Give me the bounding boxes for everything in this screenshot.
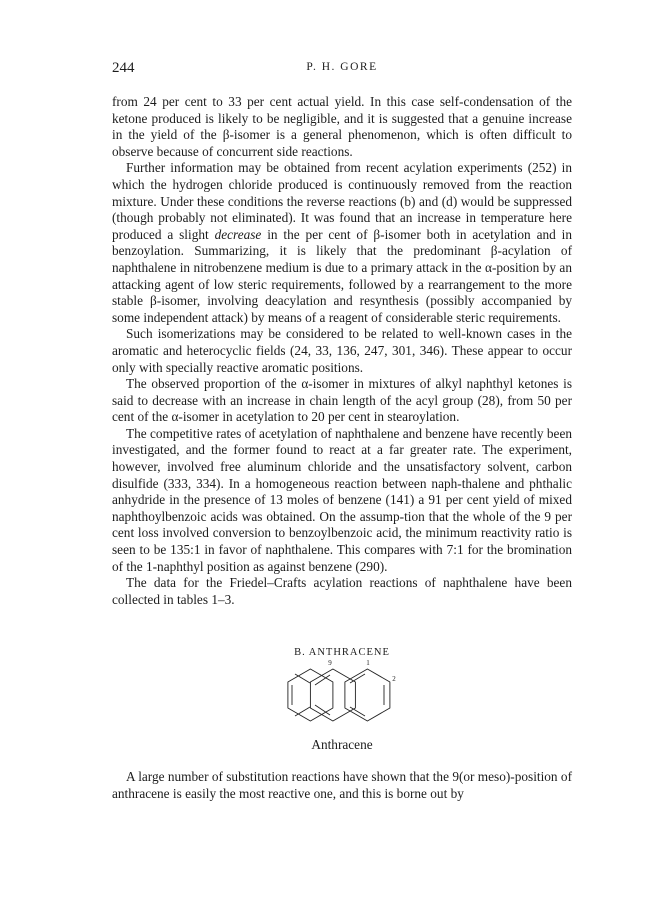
right-ring xyxy=(345,669,390,721)
atom-label-2: 2 xyxy=(392,675,396,683)
section-heading: B. ANTHRACENE xyxy=(294,647,390,658)
closing-text xyxy=(112,769,572,802)
paragraph-4: The observed proportion of the α-isomer in mixtures of alkyl naphthyl ketones is said to decrease with an increase in chain length of the acyl group (28), from 50 per cent of the α-isomer in acetylation to 20 per cent in stearoylation. xyxy=(112,376,572,425)
page-number: 244 xyxy=(112,60,135,76)
paragraph-7: A large number of substitution reactions have shown that the 9(or meso)-position of anthracene is easily the most reactive one, and this is borne out by xyxy=(112,769,572,801)
figure-caption: Anthracene xyxy=(311,737,373,752)
atom-label-9: 9 xyxy=(328,660,332,667)
atom-label-1: 1 xyxy=(366,660,370,667)
page-header xyxy=(112,60,572,80)
paragraph-2: Further information may be obtained from recent acylation experiments (252) in which the hydrogen chloride produced is continuously removed from the reaction mixture. Under these conditions the reverse reactions (b) and (d) would be suppressed (though probably not eliminated). It was found that an increase in temperature here produced a slight decrease in the per cent of β-isomer both in acetylation and in benzoylation. Summarizing, it is likely that the predominant β-acylation of naphthalene in nitrobenzene medium is due to a primary attack in the α-position by an attacking agent of low steric requirements, followed by a rearrangement to the more stable β-isomer, involving deacylation and resynthesis (possibly accompanied by some independent attack) by means of a reagent of considerable steric requirements. xyxy=(112,160,572,325)
paragraph-5: The competitive rates of acetylation of naphthalene and benzene have recently been investigated, and the former found to react at a far greater rate. The experiment, however, involved free aluminum chloride and the unsatisfactory solvent, carbon disulfide (333, 334). In a homogeneous reaction between naph-thalene and phthalic anhydride in the presence of 13 moles of benzene (141) a 91 per cent yield of mixed naphthoylbenzoic acids was obtained. On the assump-tion that the whole of the 9 per cent loss involved conversion to benzoylbenzoic acid, the minimum reactivity ratio is seen to be 135:1 in favor of naphthalene. This compares with 7:1 for the bromination of the 1-naphthyl position as against benzene (290). xyxy=(112,425,572,574)
body-text xyxy=(112,94,572,608)
paragraph-1: from 24 per cent to 33 per cent actual yield. In this case self-condensation of the ketone produced is likely to be negligible, and it is suggested that a genuine increase in the yield of the β-isomer is a general phenomenon, which is often difficult to observe because of concurrent side reactions. xyxy=(112,94,572,159)
running-head: P. H. GORE xyxy=(306,61,378,73)
paragraph-3: Such isomerizations may be considered to be related to well-known cases in the aromatic and heterocyclic fields (24, 33, 136, 247, 301, 346). These appear to occur only with specially reactive aromatic positions. xyxy=(112,326,572,375)
anthracene-structure xyxy=(285,660,405,732)
paragraph-6: The data for the Friedel–Crafts acylation reactions of naphthalene have been collected in tables 1–3. xyxy=(112,575,572,607)
